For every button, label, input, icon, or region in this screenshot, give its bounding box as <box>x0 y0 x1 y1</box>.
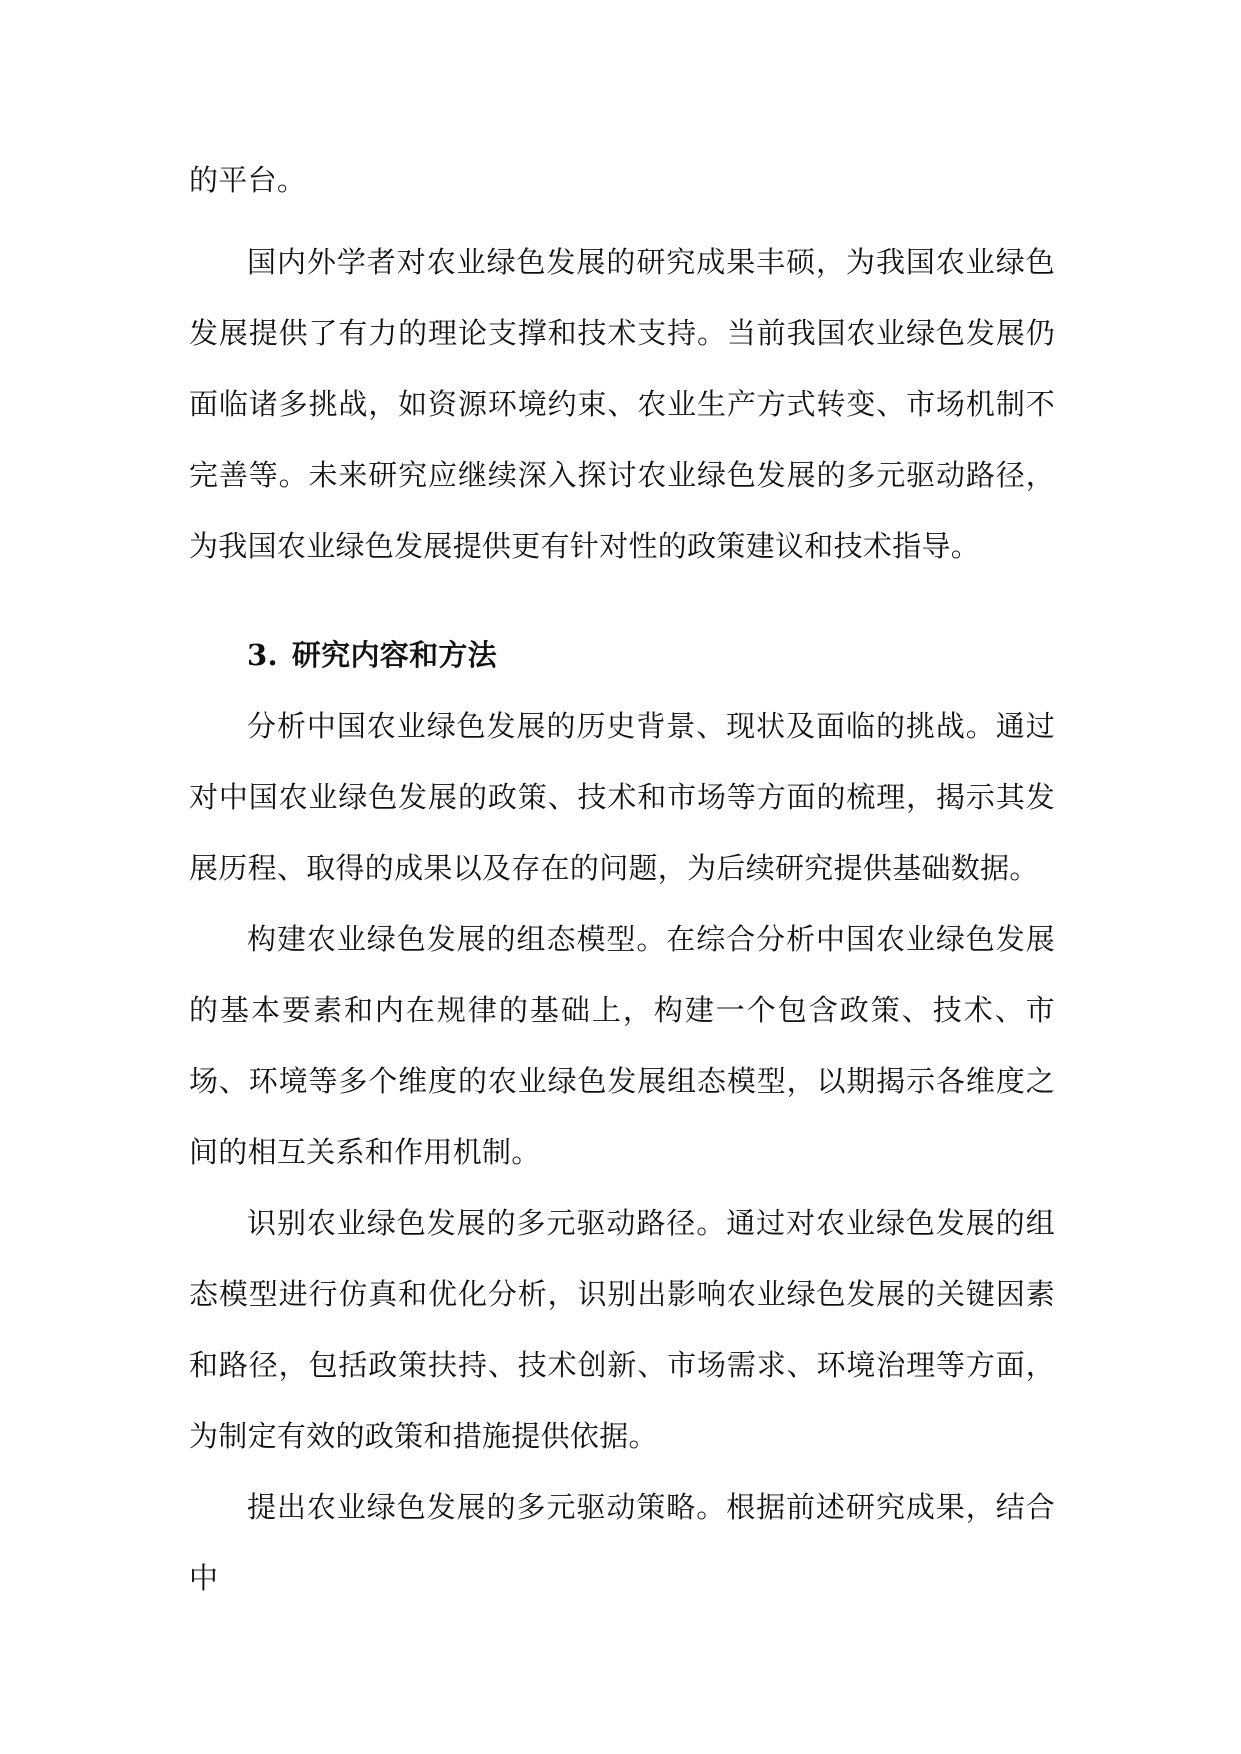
research-content-paragraph-2: 构建农业绿色发展的组态模型。在综合分析中国农业绿色发展的基本要素和内在规律的基础上，构建一个包含政策、技术、市场、环境等多个维度的农业绿色发展组态模型，以期揭示各维度之间的相互关系和作用机制。 <box>189 922 1055 1169</box>
section-title: 研究内容和方法 <box>291 638 497 672</box>
document-body <box>189 145 1055 1614</box>
section-heading <box>189 620 1055 691</box>
research-content-paragraph-4: 提出农业绿色发展的多元驱动策略。根据前述研究成果，结合中 <box>189 1490 1055 1595</box>
section-number: 3. <box>247 638 278 672</box>
literature-summary-paragraph: 国内外学者对农业绿色发展的研究成果丰硕，为我国农业绿色发展提供了有力的理论支撑和技术支持。当前我国农业绿色发展仍面临诸多挑战，如资源环境约束、农业生产方式转变、市场机制不完善等。未来研究应继续深入探讨农业绿色发展的多元驱动路径，为我国农业绿色发展提供更有针对性的政策建议和技术指导。 <box>189 245 1055 563</box>
continuation-paragraph: 的平台。 <box>189 163 307 197</box>
research-content-paragraph-1: 分析中国农业绿色发展的历史背景、现状及面临的挑战。通过对中国农业绿色发展的政策、技术和市场等方面的梳理，揭示其发展历程、取得的成果以及存在的问题，为后续研究提供基础数据。 <box>189 709 1055 885</box>
research-content-paragraph-3: 识别农业绿色发展的多元驱动路径。通过对农业绿色发展的组态模型进行仿真和优化分析，识别出影响农业绿色发展的关键因素和路径，包括政策扶持、技术创新、市场需求、环境治理等方面，为制定有效的政策和措施提供依据。 <box>189 1206 1055 1453</box>
